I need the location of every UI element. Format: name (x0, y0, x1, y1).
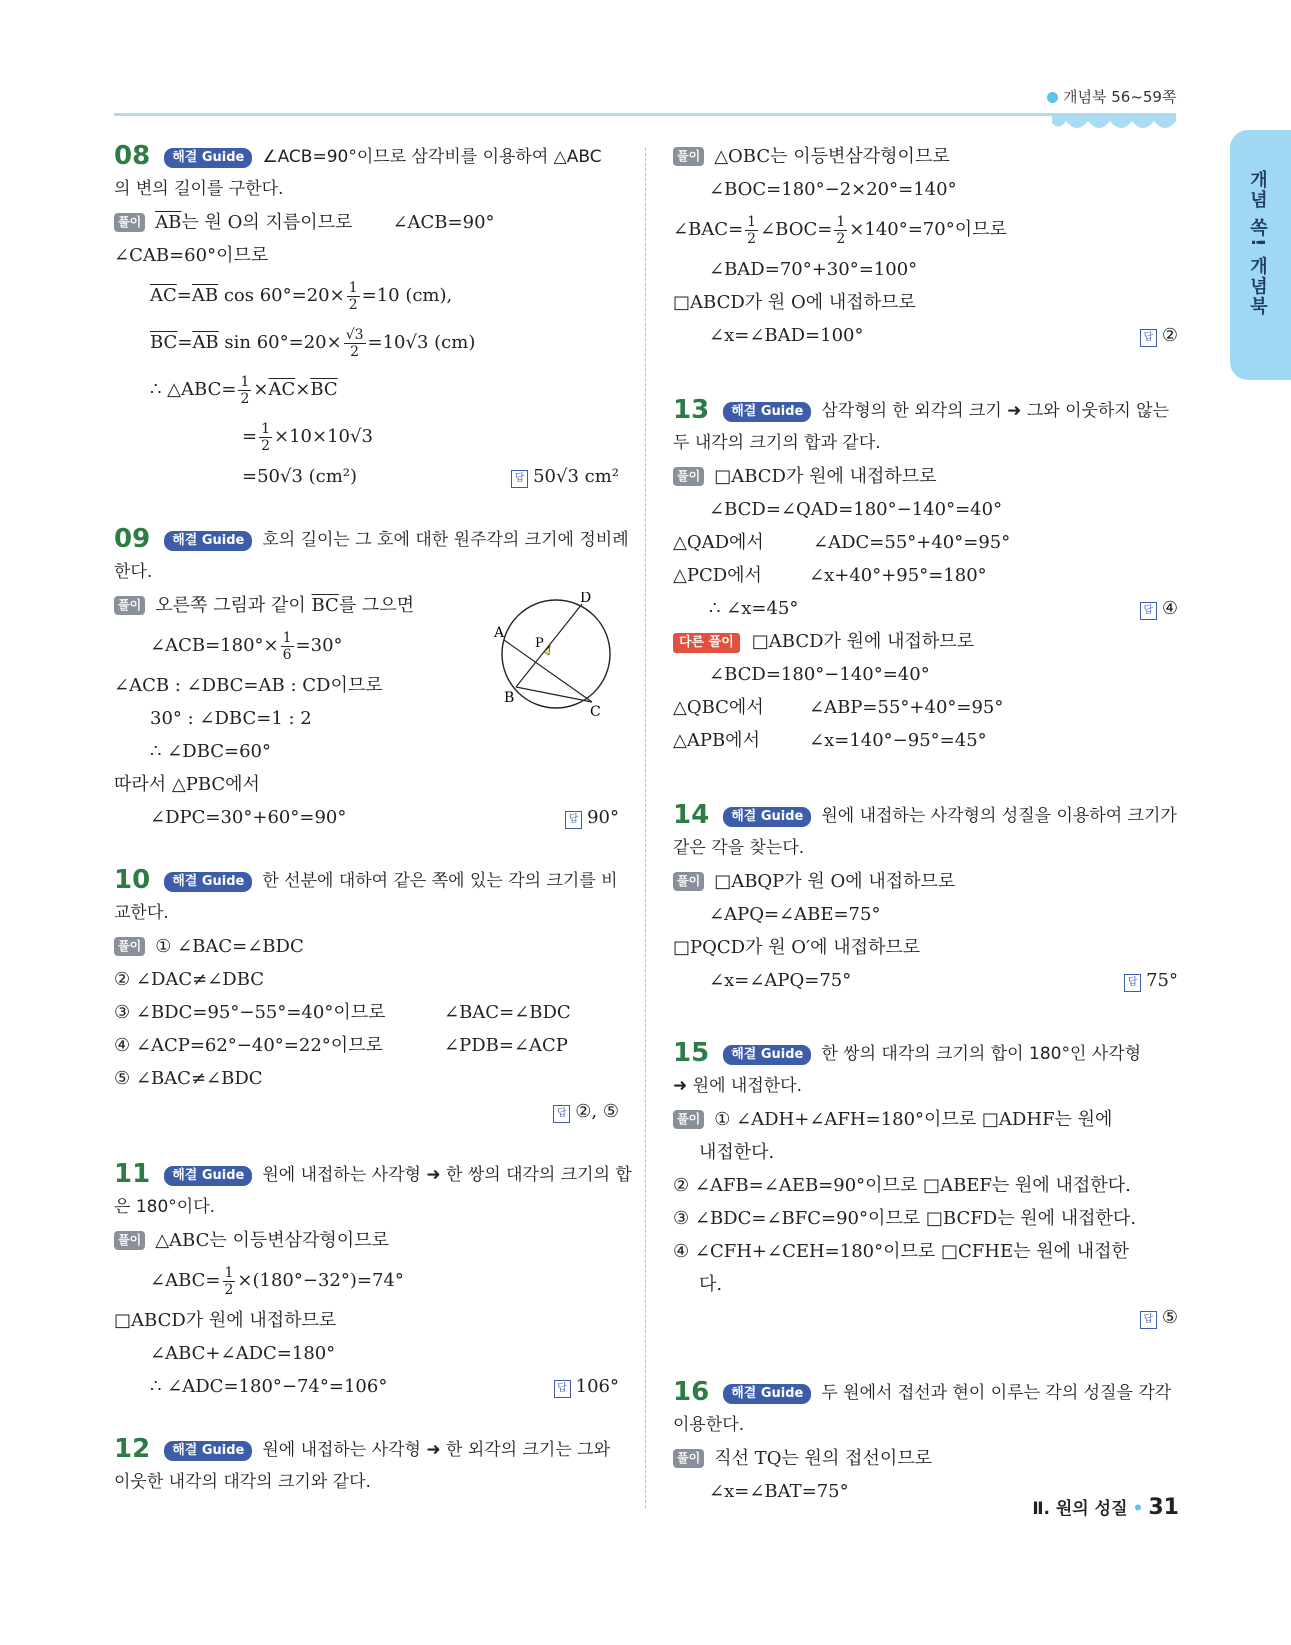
numerator: 1 (240, 373, 250, 390)
q15-line: ② ∠AFB=∠AEB=90°이므로 □ABEF는 원에 내접한다. (673, 1175, 1131, 1196)
guide-badge: 해결 Guide (723, 402, 811, 422)
solution-badge: 풀이 (673, 467, 704, 486)
answer-badge: 답 (1124, 974, 1141, 992)
text: △PCD에서 (673, 565, 762, 586)
answer-badge: 답 (511, 470, 528, 488)
fraction (281, 630, 294, 663)
chapter-title: Ⅱ. 원의 성질 (1032, 1499, 1128, 1519)
guide-text: 의 변의 길이를 구한다. (114, 179, 284, 199)
guide-text: ∠ACB=90°이므로 삼각비를 이용하여 △ABC (262, 147, 602, 167)
guide-text: 같은 각을 찾는다. (673, 838, 805, 858)
q09-line: ∴ ∠DBC=60° (150, 741, 272, 762)
fraction (834, 214, 847, 247)
q15-answer-line (673, 1301, 1178, 1334)
q15-line: 내접한다. (699, 1142, 775, 1163)
text: ③ ∠BDC=95°−55°=40°이므로 (114, 1002, 386, 1023)
guide-text: 한 쌍의 대각의 크기의 합이 180°인 사각형 (821, 1044, 1142, 1064)
arc: CD (302, 675, 331, 696)
question-number: 14 (673, 800, 710, 830)
text: × (253, 379, 269, 400)
text: △APB에서 (673, 730, 760, 751)
q09-line (114, 589, 619, 622)
right-column (673, 140, 1178, 1508)
q09-body (114, 589, 619, 834)
q14-header (673, 799, 1178, 832)
text: ∴ ∠ADC=180°−74°=106° (150, 1376, 388, 1397)
answer-badge: 답 (565, 811, 582, 829)
answer-badge: 답 (1140, 1311, 1157, 1329)
answer-value: ②, ⑤ (575, 1101, 619, 1122)
text: ④ ∠ACP=62°−40°=22°이므로 (114, 1035, 383, 1056)
guide-text: 이웃한 내각의 대각의 크기와 같다. (114, 1472, 371, 1492)
denominator: 2 (240, 390, 250, 407)
solution-badge: 풀이 (114, 937, 145, 956)
text: △QBC에서 (673, 697, 764, 718)
text: ∠PDB=∠ACP (444, 1035, 568, 1056)
q13-line (673, 559, 1178, 592)
q13-line: ∠BCD=∠QAD=180°−140°=40° (709, 499, 1003, 520)
q15-header (673, 1037, 1178, 1070)
text: ∠DPC=30°+60°=90° (150, 807, 347, 828)
q11-line: □ABCD가 원에 내접하므로 (114, 1310, 337, 1331)
text: ×10×10√3 (274, 426, 373, 447)
solution-badge: 풀이 (673, 147, 704, 166)
solution-badge: 풀이 (114, 1231, 145, 1250)
answer-value: 90° (587, 807, 619, 828)
fraction (745, 214, 758, 247)
point-label: D (580, 592, 592, 606)
answer-value: 106° (575, 1376, 619, 1397)
q09-header (114, 523, 629, 556)
q11-line: ∠ABC+∠ADC=180° (150, 1343, 336, 1364)
answer-badge: 답 (1140, 602, 1157, 620)
question-number: 08 (114, 141, 151, 171)
q13-alt-line (673, 625, 1178, 658)
text: = (176, 285, 192, 306)
q08-line (114, 460, 619, 493)
q11-line (114, 1257, 619, 1304)
q13-header (673, 394, 1178, 427)
guide-text: ➜ 원에 내접한다. (673, 1076, 802, 1096)
solution-badge: 풀이 (114, 596, 145, 615)
q13-line (673, 460, 1178, 493)
numerator: 1 (348, 279, 358, 296)
answer-value: 75° (1146, 970, 1178, 991)
q12-line (673, 140, 1178, 173)
segment: $\overline{AB}$ (192, 332, 219, 353)
guide-text: 삼각형의 한 외각의 크기 ➜ 그와 이웃하지 않는 (821, 401, 1170, 421)
answer (1124, 964, 1178, 997)
text: = (177, 332, 193, 353)
text: ×(180°−32°)=74° (237, 1270, 404, 1291)
q12-line: ∠BAD=70°+30°=100° (709, 259, 918, 280)
segment: $\overline{BC}$ (310, 379, 338, 400)
numerator: 1 (836, 213, 846, 230)
q15-line: ③ ∠BDC=∠BFC=90°이므로 □BCFD는 원에 내접한다. (673, 1208, 1137, 1229)
answer-value: ⑤ (1161, 1307, 1178, 1328)
text: 직선 TQ는 원의 접선이므로 (714, 1448, 932, 1469)
answer-value: 50√3 cm² (533, 466, 619, 487)
q12-header (114, 1433, 619, 1466)
guide-badge: 해결 Guide (164, 531, 252, 551)
segment: $\overline{AB}$ (191, 285, 219, 306)
q10-line (114, 930, 619, 963)
bullet-dot-icon (1047, 92, 1058, 103)
separator-dot-icon: • (1132, 1499, 1144, 1519)
q10-line: ⑤ ∠BAC≠∠BDC (114, 1068, 263, 1089)
denominator: 2 (350, 343, 360, 360)
answer-value: ② (1161, 325, 1178, 346)
text: ① ∠BAC=∠BDC (155, 936, 304, 957)
answer-badge: 답 (554, 1380, 571, 1398)
text: ∠x+40°+95°=180° (809, 565, 987, 586)
guide-text: 한 선분에 대하여 같은 쪽에 있는 각의 크기를 비 (262, 871, 618, 891)
q13-alt-line: ∠BCD=180°−140°=40° (709, 664, 930, 685)
question-number: 09 (114, 524, 151, 554)
text: □ABCD가 원에 내접하므로 (714, 466, 937, 487)
answer (554, 1370, 619, 1403)
q08-line (114, 366, 619, 413)
solution-badge: 풀이 (673, 1449, 704, 1468)
q12-line: ∠BOC=180°−2×20°=140° (709, 179, 957, 200)
fraction (347, 280, 360, 313)
guide-text: 원에 내접하는 사각형 ➜ 한 외각의 크기는 그와 (262, 1440, 611, 1460)
text: : (284, 675, 303, 696)
segment: $\overline{AB}$ (155, 212, 182, 233)
denominator: 2 (836, 230, 846, 247)
text: ∠ACB=180°× (150, 635, 279, 656)
text: ∴ ∠x=45° (709, 598, 799, 619)
q11-header (114, 1158, 632, 1191)
numerator: 1 (224, 1264, 234, 1281)
alt-solution-badge: 다른 풀이 (673, 633, 740, 653)
text: ① ∠ADH+∠AFH=180°이므로 □ADHF는 원에 (714, 1109, 1113, 1130)
solution-badge: 풀이 (114, 213, 145, 232)
q16-header (673, 1376, 1178, 1409)
q10-line: ② ∠DAC≠∠DBC (114, 969, 265, 990)
segment: $\overline{BC}$ (311, 595, 339, 616)
q09-line (114, 669, 619, 702)
question-number: 12 (114, 1434, 151, 1464)
q08-line (114, 206, 619, 239)
denominator: 2 (224, 1281, 234, 1298)
guide-text: 원에 내접하는 사각형 ➜ 한 쌍의 대각의 크기의 합 (262, 1165, 632, 1185)
q13-line (673, 526, 1178, 559)
page-reference (1047, 86, 1176, 107)
q15-line: ④ ∠CFH+∠CEH=180°이므로 □CFHE는 원에 내접한 (673, 1241, 1129, 1262)
q09-line (114, 622, 619, 669)
fraction (344, 327, 366, 360)
text: × (295, 379, 311, 400)
guide-badge: 해결 Guide (164, 872, 252, 892)
guide-text: 원에 내접하는 사각형의 성질을 이용하여 크기가 (821, 806, 1177, 826)
q12-line: □ABCD가 원 O에 내접하므로 (673, 292, 916, 313)
text: =10√3 (cm) (367, 332, 476, 353)
point-label: B (504, 690, 515, 706)
text: =50√3 (cm²) (242, 466, 358, 487)
text: 이므로 (330, 675, 383, 696)
numerator: 1 (282, 629, 292, 646)
text: ∠x=140°−95°=45° (809, 730, 987, 751)
text: =30° (295, 635, 343, 656)
text: ∠ACB : ∠DBC= (114, 675, 259, 696)
side-tab-label: 개념 쏙! 개념북 (1247, 170, 1268, 317)
text: ∠BAC= (673, 219, 744, 240)
text: △OBC는 이등변삼각형이므로 (714, 146, 950, 167)
guide-badge: 해결 Guide (164, 1441, 252, 1461)
q11-line (114, 1370, 619, 1403)
page-footer (1032, 1494, 1179, 1520)
q14-line (673, 964, 1178, 997)
q14-line (673, 865, 1178, 898)
segment: $\overline{AC}$ (268, 379, 296, 400)
q13-line (673, 592, 1178, 625)
q08-line (114, 272, 619, 319)
question-number: 11 (114, 1159, 151, 1189)
answer (1140, 592, 1178, 625)
fraction (259, 421, 272, 454)
question-number: 10 (114, 865, 151, 895)
answer (565, 801, 619, 834)
point-label: A (494, 625, 505, 641)
text: 를 그으면 (338, 595, 415, 616)
segment: $\overline{BC}$ (150, 332, 178, 353)
q10-line (114, 1029, 619, 1062)
question-number: 13 (673, 395, 710, 425)
column-divider (645, 148, 646, 1508)
text: ∠x=∠BAD=100° (709, 325, 864, 346)
wave-decoration-icon (1052, 113, 1176, 135)
answer (553, 1095, 619, 1128)
text: □ABCD가 원에 내접하므로 (751, 631, 975, 652)
guide-badge: 해결 Guide (723, 1384, 811, 1404)
guide-text: 이용한다. (673, 1415, 745, 1435)
denominator: 2 (747, 230, 757, 247)
q14-line: □PQCD가 원 O′에 내접하므로 (673, 937, 921, 958)
text: = (242, 426, 258, 447)
q09-line: 30° : ∠DBC=1 : 2 (150, 708, 312, 729)
segment: $\overline{AC}$ (150, 285, 177, 306)
text: 는 원 O의 지름이므로 (181, 212, 353, 233)
q16-line: ∠x=∠BAT=75° (709, 1481, 849, 1502)
q11-line (114, 1224, 619, 1257)
q08-line: ∠CAB=60°이므로 (114, 245, 269, 266)
fraction (238, 374, 251, 407)
q15-line: 다. (699, 1274, 723, 1295)
header-rule (114, 113, 1176, 116)
q14-line: ∠APQ=∠ABE=75° (709, 904, 881, 925)
solution-badge: 풀이 (673, 872, 704, 891)
q09-line (114, 801, 619, 834)
text: △QAD에서 (673, 532, 764, 553)
text: ∠ACB=90° (392, 212, 495, 233)
q09-line: 따라서 △PBC에서 (114, 774, 260, 795)
text: ∠BAC=∠BDC (444, 1002, 571, 1023)
left-column (114, 140, 632, 1499)
q15-line (673, 1103, 1178, 1136)
denominator: 2 (348, 296, 358, 313)
text: □ABQP가 원 O에 내접하므로 (714, 871, 956, 892)
question-number: 16 (673, 1377, 710, 1407)
denominator: 6 (282, 646, 292, 663)
q16-line (673, 1442, 1178, 1475)
q13-alt-line (673, 724, 1178, 757)
guide-badge: 해결 Guide (723, 807, 811, 827)
answer-badge: 답 (1140, 329, 1157, 347)
text: △ABC는 이등변삼각형이므로 (155, 1230, 389, 1251)
q10-line (114, 996, 619, 1029)
q10-answer-line (114, 1095, 619, 1128)
q08-line (114, 413, 619, 460)
text: ∠x=∠APQ=75° (709, 970, 852, 991)
q12-line (673, 319, 1178, 352)
q13-alt-line (673, 691, 1178, 724)
text: ∴ △ABC= (150, 379, 237, 400)
answer (1140, 1301, 1178, 1334)
text: ∠ADC=55°+40°=95° (813, 532, 1011, 553)
q08-header (114, 140, 619, 173)
text: ∠BOC= (760, 219, 833, 240)
guide-text: 한다. (114, 562, 153, 582)
fraction (223, 1265, 236, 1298)
numerator: √3 (345, 326, 364, 343)
page-reference-text: 개념북 56~59쪽 (1063, 88, 1177, 106)
q12-line (673, 206, 1178, 253)
answer-value: ④ (1161, 598, 1178, 619)
answer (1140, 319, 1178, 352)
page-number: 31 (1148, 1495, 1179, 1520)
q08-line (114, 319, 619, 366)
solution-badge: 풀이 (673, 1110, 704, 1129)
text: 오른쪽 그림과 같이 (155, 595, 312, 616)
text: ∠ABC= (150, 1270, 221, 1291)
guide-text: 교한다. (114, 903, 169, 923)
text: ∠ABP=55°+40°=95° (809, 697, 1004, 718)
numerator: 1 (747, 213, 757, 230)
point-label: C (590, 704, 601, 717)
guide-text: 은 180°이다. (114, 1197, 216, 1217)
denominator: 2 (261, 437, 271, 454)
side-tab (1230, 130, 1291, 380)
guide-text: 두 원에서 접선과 현이 이루는 각의 성질을 각각 (821, 1383, 1172, 1403)
guide-text: 두 내각의 크기의 합과 같다. (673, 433, 881, 453)
question-number: 15 (673, 1038, 710, 1068)
text: ×140°=70°이므로 (849, 219, 1007, 240)
guide-badge: 해결 Guide (164, 1166, 252, 1186)
text: sin 60°=20× (218, 332, 342, 353)
guide-badge: 해결 Guide (164, 148, 252, 168)
answer (511, 460, 619, 493)
arc: AB (258, 675, 285, 696)
text: cos 60°=20× (218, 285, 345, 306)
point-label: P (535, 636, 544, 651)
numerator: 1 (261, 420, 271, 437)
guide-text: 호의 길이는 그 호에 대한 원주각의 크기에 정비례 (262, 530, 629, 550)
text: =10 (cm), (361, 285, 453, 306)
guide-badge: 해결 Guide (723, 1045, 811, 1065)
answer-badge: 답 (553, 1105, 570, 1123)
q10-header (114, 864, 619, 897)
